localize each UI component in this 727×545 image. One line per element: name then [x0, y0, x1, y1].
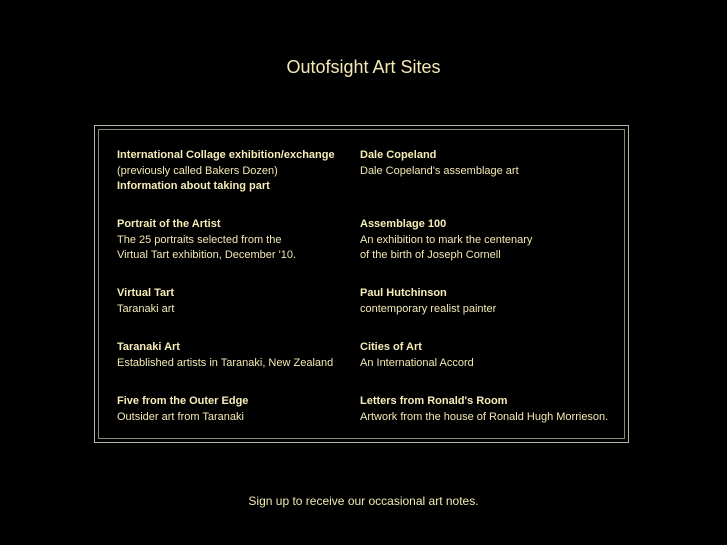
entry-description: Virtual Tart exhibition, December '10. [117, 249, 297, 261]
entry-taranaki-art [117, 340, 333, 371]
link-taranaki-art[interactable]: Taranaki Art [117, 341, 180, 353]
link-portrait-of-the-artist[interactable]: Portrait of the Artist [117, 218, 221, 230]
link-cities-of-art[interactable]: Cities of Art [360, 341, 422, 353]
link-paul-hutchinson[interactable]: Paul Hutchinson [360, 287, 447, 299]
entry-description: contemporary realist painter [360, 302, 497, 315]
entry-cities-of-art [360, 340, 474, 371]
entry-description: Artwork from the house of Ronald Hugh Morrieson. [360, 410, 609, 423]
link-dale-copeland[interactable]: Dale Copeland [360, 149, 437, 161]
entry-paul-hutchinson [360, 286, 496, 317]
entry-letters-from-ronalds-room [360, 394, 608, 425]
entry-description: Established artists in Taranaki, New Zealand [117, 356, 334, 369]
page-title: Outofsight Art Sites [286, 57, 441, 77]
signup-link[interactable]: Sign up to receive our occasional art notes. [248, 494, 479, 508]
link-virtual-tart[interactable]: Virtual Tart [117, 287, 175, 299]
entry-description: The 25 portraits selected from the [117, 233, 282, 246]
entry-dale-copeland [360, 148, 519, 179]
entry-assemblage-100 [360, 217, 532, 264]
entry-virtual-tart [117, 286, 174, 317]
entry-description: An exhibition to mark the centenary [360, 233, 533, 246]
link-letters-from-ronalds-room[interactable]: Letters from Ronald's Room [360, 395, 508, 407]
link-assemblage-100[interactable]: Assemblage 100 [360, 218, 447, 230]
entry-portrait-of-the-artist [117, 217, 296, 264]
entry-description: Taranaki art [117, 302, 175, 315]
entry-international-collage [117, 148, 335, 195]
link-five-from-outer-edge[interactable]: Five from the Outer Edge [117, 395, 249, 407]
entry-description: Outsider art from Taranaki [117, 410, 244, 423]
entry-description: Dale Copeland's assemblage art [360, 164, 519, 177]
entry-description: (previously called Bakers Dozen) [117, 164, 278, 177]
entry-description: An International Accord [360, 356, 474, 369]
link-information-taking-part[interactable]: Information about taking part [117, 180, 270, 192]
entry-five-from-outer-edge [117, 394, 248, 425]
entry-description: of the birth of Joseph Cornell [360, 249, 501, 261]
link-international-collage[interactable]: International Collage exhibition/exchange [117, 149, 335, 161]
